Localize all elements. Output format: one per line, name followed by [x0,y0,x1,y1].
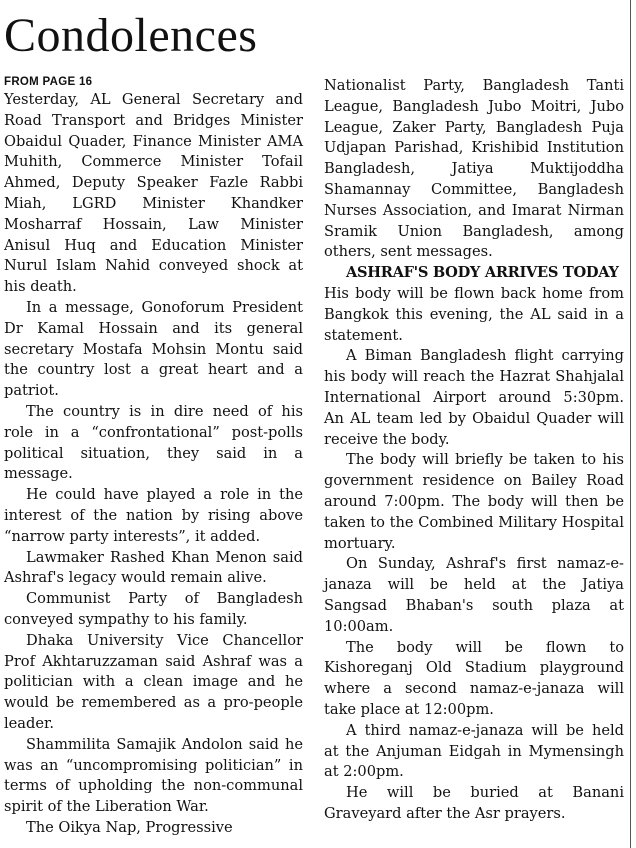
paragraph: The Oikya Nap, Progressive [26,818,233,836]
headline: Condolences [4,9,258,62]
left-column [4,74,303,839]
paragraph: He could have played a role in the interest of the nation by rising above “narrow party interests”, it added. [4,486,303,545]
column-rule [630,0,631,848]
from-page-label: FROM PAGE 16 [4,76,93,88]
paragraph: A Biman Bangladesh flight carrying his body will reach the Hazrat Shahjalal International Airport around 5:30pm. An AL team led by Obaidul Quader will receive the body. [324,347,624,448]
paragraph: Shammilita Samajik Andolon said he was an “uncompromising politician” in terms of upholding the non-communal spirit of the Liberation War. [4,735,303,816]
subheading: ASHRAF'S BODY ARRIVES TODAY [346,264,619,282]
paragraph: He will be buried at Banani Graveyard after the Asr prayers. [324,784,624,822]
paragraph: A third namaz-e-janaza will be held at the Anjuman Eidgah in Mymensingh at 2:00pm. [324,721,624,781]
paragraph: Lawmaker Rashed Khan Menon said Ashraf's legacy would remain alive. [4,548,303,587]
paragraph: The country is in dire need of his role in a “confrontational” post-polls political situation, they said in a message. [4,402,303,483]
paragraph: The body will briefly be taken to his government residence on Bailey Road around 7:00pm. The body will then be taken to the Combined Military Hospital mortuary. [324,451,624,552]
right-column [324,76,624,825]
paragraph: The body will be flown to Kishoreganj Old Stadium playground where a second namaz-e-janaza will take place at 12:00pm. [324,638,624,718]
paragraph: His body will be flown back home from Bangkok this evening, the AL said in a statement. [324,284,624,344]
paragraph-continuation: Nationalist Party, Bangladesh Tanti League, Bangladesh Jubo Moitri, Jubo League, Zaker Party, Bangladesh Puja Udjapan Parishad, Krishibid Institution Bangladesh, Jatiya Muktijoddha Shamannay Committee, Bangladesh Nurses Association, and Imarat Nirman Sramik Union Bangladesh, among others, sent messages. [324,77,624,261]
paragraph: Communist Party of Bangladesh conveyed sympathy to his family. [4,590,303,628]
paragraph: Dhaka University Vice Chancellor Prof Akhtaruzzaman said Ashraf was a politician with a clean image and he would be remembered as a pro-people leader. [4,631,303,732]
paragraph: In a message, Gonoforum President Dr Kamal Hossain and its general secretary Mostafa Mohsin Montu said the country lost a great heart and a patriot. [4,298,303,400]
paragraph: Yesterday, AL General Secretary and Road Transport and Bridges Minister Obaidul Quader, Finance Minister AMA Muhith, Commerce Minister Tofail Ahmed, Deputy Speaker Fazle Rabbi Miah, LGRD Minister Khandker Mosharraf Hossain, Law Minister Anisul Huq and Education Minister Nurul Islam Nahid conveyed shock at his death. [4,91,303,296]
paragraph: On Sunday, Ashraf's first namaz-e-janaza will be held at the Jatiya Sangsad Bhaban's south plaza at 10:00am. [324,555,624,635]
